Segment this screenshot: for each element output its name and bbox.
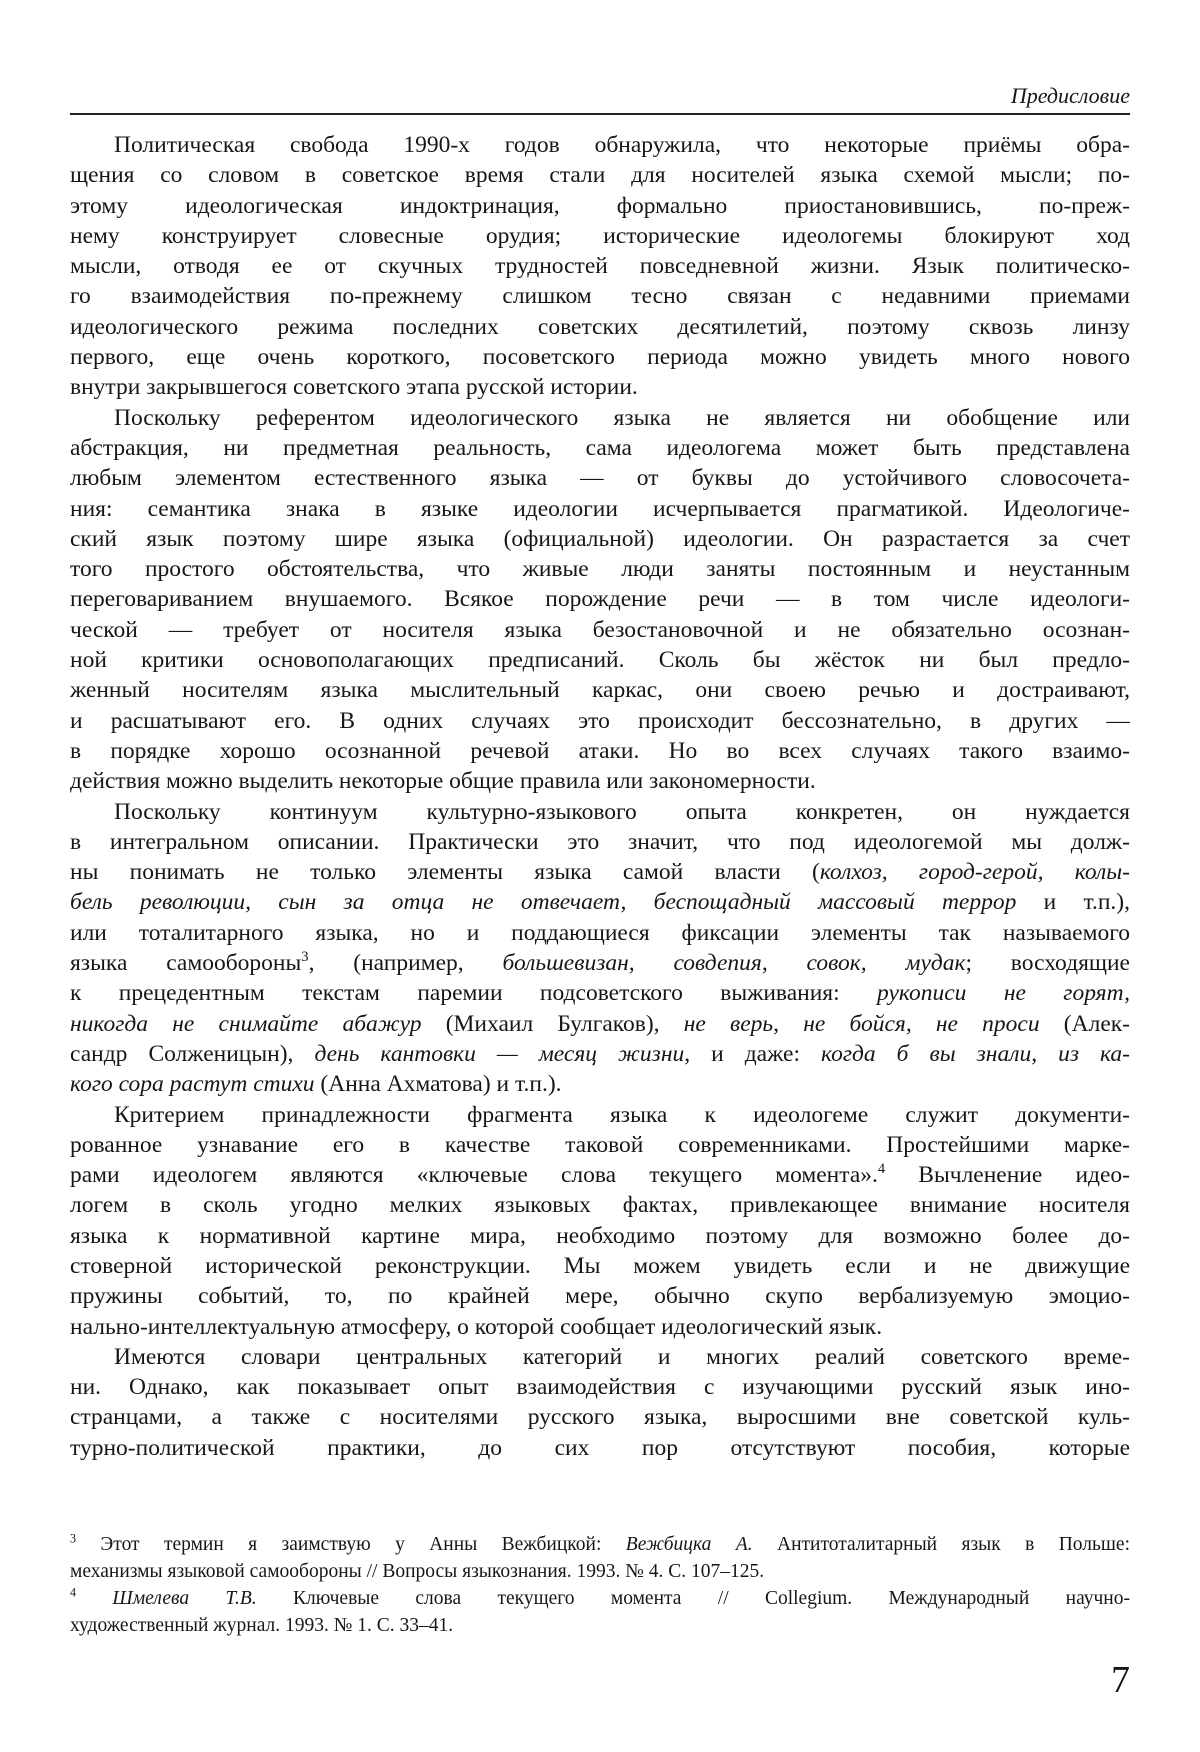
text-run: (Михаил Булгаков), — [421, 1010, 684, 1037]
text-line — [70, 887, 1130, 917]
text-run: стоверной исторической реконструкции. Мы можем увидеть если и не движущие — [70, 1252, 1130, 1279]
text-line — [70, 1251, 1130, 1281]
text-run: абстракция, ни предметная реальность, сама идеологема может быть представлена — [70, 434, 1130, 461]
text-line — [70, 1221, 1130, 1251]
italic-example: большевизан, совдепия, совок, мудак — [502, 950, 966, 977]
text-run: пружины событий, то, по крайней мере, обычно скупо вербализуемую эмоцио- — [70, 1283, 1130, 1310]
text-line — [70, 160, 1130, 190]
text-run: , и даже: — [684, 1040, 821, 1067]
text-run: логем в сколь угодно мелких языковых фактах, привлекающее внимание носителя — [70, 1192, 1130, 1219]
text-line — [70, 797, 1130, 827]
footnote-line — [70, 1585, 1130, 1612]
footnote-line — [70, 1531, 1130, 1558]
text-line — [70, 221, 1130, 251]
text-run: нально-интеллектуальную атмосферу, о которой сообщает идеологический язык. — [70, 1313, 883, 1340]
text-line — [70, 524, 1130, 554]
text-line — [70, 736, 1130, 766]
text-run: Поскольку референтом идеологического языка не является ни обобщение или — [114, 404, 1130, 431]
text-line — [70, 1009, 1130, 1039]
text-line — [70, 191, 1130, 221]
text-line — [70, 918, 1130, 948]
text-line — [70, 766, 1130, 796]
footnote-line — [70, 1612, 1130, 1639]
text-run: Вычленение идео- — [885, 1162, 1130, 1189]
italic-example: не верь, не бойся, не проси — [683, 1010, 1040, 1037]
text-run: ский язык поэтому шире языка (официальной) идеологии. Он разрастается за счет — [70, 525, 1130, 552]
text-line — [70, 130, 1130, 160]
text-line — [70, 857, 1130, 887]
footnote-marker: 3 — [70, 1531, 77, 1546]
text-run: к прецедентным текстам паремии подсоветского выживания: — [70, 980, 878, 1007]
text-run: в интегральном описании. Практически это значит, что под идеологемой мы долж- — [70, 828, 1130, 855]
footnotes — [70, 1531, 1130, 1639]
italic-example: кого сора растут стихи — [70, 1071, 315, 1098]
text-run: этому идеологическая индоктринация, формально приостановившись, по-преж- — [70, 192, 1130, 219]
text-run: ной критики основополагающих предписаний. Сколь бы жёсток ни был предло- — [70, 647, 1130, 674]
italic-example: когда б вы знали, из ка- — [821, 1040, 1130, 1067]
text-run: Политическая свобода 1990-х годов обнаружила, что некоторые приёмы обра- — [114, 132, 1130, 158]
text-line — [70, 948, 1130, 978]
italic-example: Шмелева Т.В. — [112, 1588, 257, 1609]
text-line — [70, 251, 1130, 281]
text-line — [70, 1100, 1130, 1130]
text-run: (Алек- — [1039, 1010, 1130, 1037]
text-run: и т.п.), — [1016, 889, 1130, 916]
footnote-marker: 4 — [70, 1585, 77, 1600]
text-run: действия можно выделить некоторые общие правила или закономерности. — [70, 768, 816, 795]
italic-example: Вежбицка А. — [625, 1534, 753, 1555]
text-run: мысли, отводя ее от скучных трудностей повседневной жизни. Язык политическо- — [70, 253, 1130, 280]
text-run: рами идеологем являются «ключевые слова текущего момента». — [70, 1162, 878, 1189]
italic-example: колхоз, город-герой, колы- — [819, 859, 1130, 886]
italic-example: бель революции, сын за отца не отвечает, беспощадный массовый террор — [70, 889, 1017, 916]
footnote-marker: 3 — [301, 949, 309, 966]
text-line — [70, 1433, 1130, 1463]
text-run: го взаимодействия по-прежнему слишком тесно связан с недавними приемами — [70, 283, 1130, 310]
text-run: механизмы языковой самообороны // Вопросы языкознания. 1993. № 4. С. 107–125. — [70, 1561, 765, 1582]
text-line — [70, 1039, 1130, 1069]
text-run: турно-политической практики, до сих пор отсутствуют пособия, которые — [70, 1434, 1130, 1461]
running-head: Предисловие — [1010, 83, 1130, 108]
text-line — [70, 342, 1130, 372]
text-run: ; восходящие — [965, 950, 1130, 977]
text-run: ны понимать не только элементы языка самой власти ( — [70, 859, 820, 886]
text-run: Критерием принадлежности фрагмента языка к идеологеме служит документи- — [114, 1101, 1130, 1128]
footnote-marker: 4 — [877, 1161, 886, 1178]
text-line — [70, 463, 1130, 493]
body-text — [70, 130, 1130, 1463]
text-line — [70, 675, 1130, 705]
text-line — [70, 827, 1130, 857]
text-run: и расшатывают его. В одних случаях это происходит бессознательно, в других — — [70, 707, 1130, 734]
italic-example: рукописи не горят, — [877, 980, 1130, 1007]
text-line — [70, 1281, 1130, 1311]
text-run: идеологического режима последних советских десятилетий, поэтому сквозь линзу — [70, 313, 1130, 340]
text-line — [70, 1130, 1130, 1160]
text-line — [70, 312, 1130, 342]
text-line — [70, 978, 1130, 1008]
text-run: внутри закрывшегося советского этапа русской истории. — [70, 374, 638, 401]
text-run: Поскольку континуум культурно-языкового опыта конкретен, он нуждается — [114, 798, 1130, 825]
text-run: Имеются словари центральных категорий и многих реалий советского време- — [114, 1343, 1130, 1370]
text-line — [70, 1190, 1130, 1220]
text-line — [70, 1402, 1130, 1432]
text-run: рованное узнавание его в качестве таковой современниками. Простейшими марке- — [70, 1131, 1130, 1158]
text-line — [70, 494, 1130, 524]
page-number: 7 — [1111, 1659, 1130, 1701]
text-run: ни. Однако, как показывает опыт взаимодействия с изучающими русский язык ино- — [70, 1374, 1130, 1401]
text-run: женный носителям языка мыслительный каркас, они своею речью и достраивают, — [70, 677, 1130, 704]
text-run: художественный журнал. 1993. № 1. С. 33–41. — [70, 1615, 454, 1636]
text-run: Этот термин я заимствую у Анны Вежбицкой: — [76, 1534, 626, 1555]
text-line — [70, 706, 1130, 736]
text-run: переговариванием внушаемого. Всякое порождение речи — в том числе идеологи- — [70, 586, 1130, 613]
italic-example: день кантовки — месяц жизни — [314, 1040, 685, 1067]
text-run: , (например, — [308, 950, 503, 977]
text-line — [70, 554, 1130, 584]
text-run: Ключевые слова текущего момента // Collegium. Международный научно- — [256, 1588, 1130, 1609]
text-run: нему конструирует словесные орудия; исторические идеологемы блокируют ход — [70, 222, 1130, 249]
text-line — [70, 615, 1130, 645]
text-run: или тоталитарного языка, но и поддающиеся фиксации элементы так называемого — [70, 919, 1130, 946]
text-line — [70, 645, 1130, 675]
header-rule — [70, 113, 1130, 115]
text-run: ческой — требует от носителя языка безостановочной и не обязательно осознан- — [70, 616, 1130, 643]
footnote-line — [70, 1558, 1130, 1585]
text-run: ния: семантика знака в языке идеологии исчерпывается прагматикой. Идеологиче- — [70, 495, 1130, 522]
text-run: (Анна Ахматова) и т.п.). — [314, 1071, 562, 1098]
text-run: любым элементом естественного языка — от буквы до устойчивого словосочета- — [70, 465, 1130, 492]
text-line — [70, 281, 1130, 311]
text-run: сандр Солженицын), — [70, 1040, 315, 1067]
text-run: щения со словом в советское время стали для носителей языка схемой мысли; по- — [70, 162, 1130, 189]
text-run: первого, еще очень короткого, посоветского периода можно увидеть много нового — [70, 344, 1130, 371]
text-line — [70, 433, 1130, 463]
text-run: странцами, а также с носителями русского языка, выросшими вне советской куль- — [70, 1404, 1130, 1431]
text-line — [70, 1312, 1130, 1342]
text-run: того простого обстоятельства, что живые люди заняты постоянным и неустанным — [70, 556, 1130, 583]
text-run: языка самообороны — [70, 950, 302, 977]
text-line — [70, 403, 1130, 433]
text-run — [76, 1588, 112, 1609]
text-line — [70, 1342, 1130, 1372]
text-line — [70, 1069, 1130, 1099]
italic-example: никогда не снимайте абажур — [70, 1010, 422, 1037]
text-line — [70, 1372, 1130, 1402]
text-run: в порядке хорошо осознанной речевой атаки. Но во всех случаях такого взаимо- — [70, 737, 1130, 764]
text-run: языка к нормативной картине мира, необходимо поэтому для возможно более до- — [70, 1222, 1130, 1249]
text-line — [70, 584, 1130, 614]
text-line — [70, 372, 1130, 402]
text-run: Антитоталитарный язык в Польше: — [752, 1534, 1130, 1555]
text-line — [70, 1160, 1130, 1190]
